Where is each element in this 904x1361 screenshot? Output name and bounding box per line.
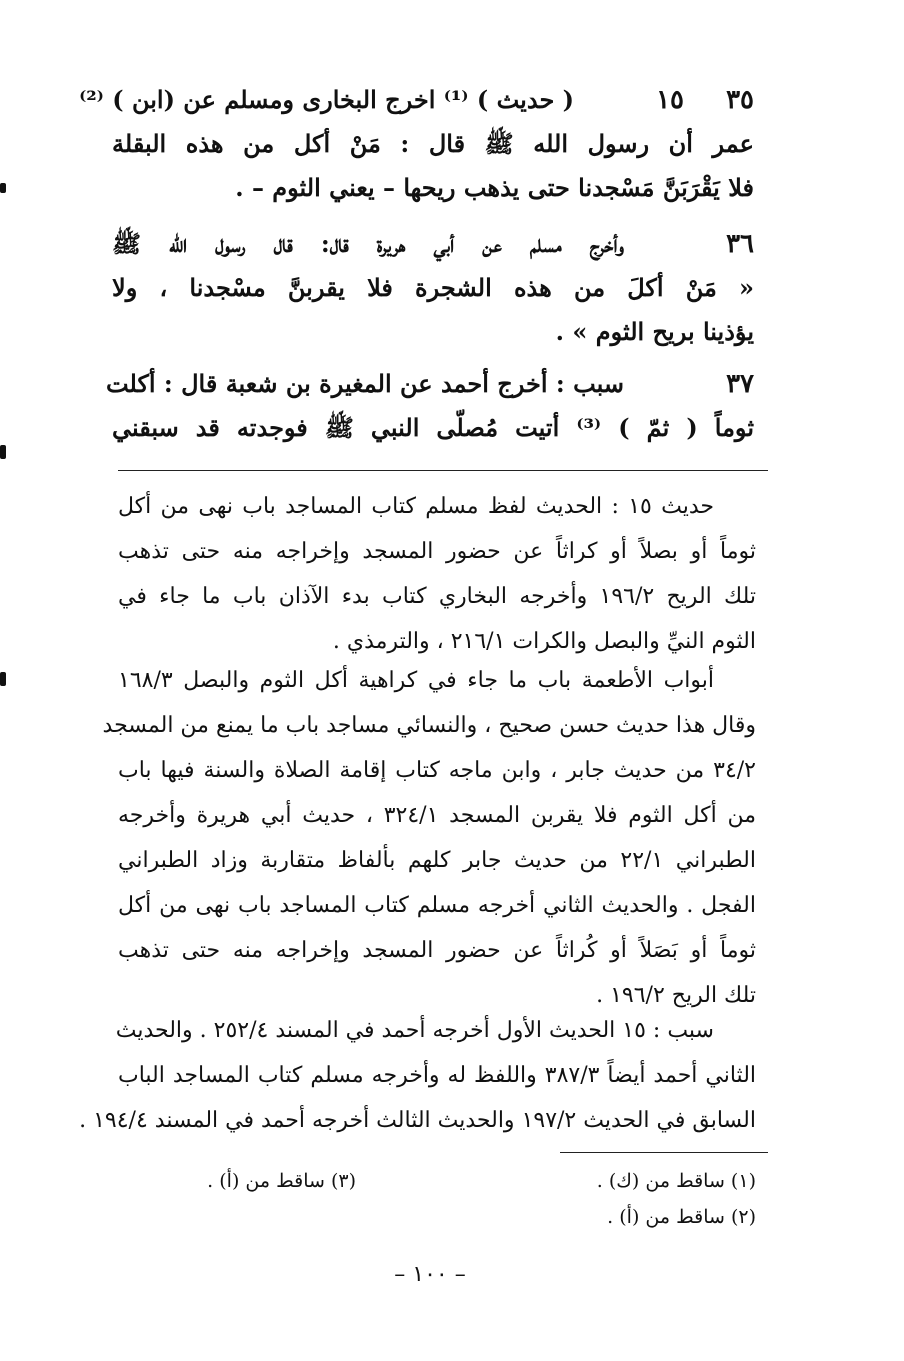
entry-line: عمر أن رسول الله ﷺ قال : مَنْ أكل من هذه البقلة [112, 129, 754, 158]
note-line: من أكل الثوم فلا يقربن المسجد ٣٢٤/١ ، حديث أبي هريرة وأخرجه [118, 803, 756, 828]
entry-line: وأخرج مسلم عن أبي هريرة قال: قال رسول الله ﷺ [112, 229, 624, 258]
note-line: السابق في الحديث ١٩٧/٢ والحديث الثالث أخرجه أحمد في المسند ١٩٤/٤ . [79, 1108, 756, 1133]
note-aboab [102, 658, 756, 1018]
note-line: أبواب الأطعمة باب ما جاء في كراهية أكل الثوم والبصل ١٦٨/٣ [118, 668, 714, 693]
footnote-1: (١) ساقط من (ك) . [596, 1170, 756, 1192]
note-line: سبب : ١٥ الحديث الأول أخرجه أحمد في المسند ٢٥٢/٤ . والحديث [115, 1018, 714, 1043]
entry-line: « مَنْ أكلَ من هذه الشجرة فلا يقربنَّ مسْجدنا ، ولا [112, 273, 754, 302]
entry-line: ( حديث ) ⁽¹⁾ اخرج البخارى ومسلم عن (ابن ) ⁽²⁾ [79, 85, 574, 114]
entry-text [79, 78, 754, 210]
scan-margin-mark [0, 672, 6, 686]
note-line: الثاني أحمد أيضاً ٣٨٧/٣ واللفظ له وأخرجه مسلم كتاب المساجد الباب [118, 1063, 757, 1088]
note-line: ٣٤/٢ من حديث جابر ، وابن ماجه كتاب إقامة الصلاة والسنة فيها باب [118, 758, 756, 783]
entry-sub-number: ١٥ [656, 85, 684, 115]
entry-line: فلا يَقْرَبَنَّ مَسْجدنا حتى يذهب ريحها – يعني الثوم – . [235, 173, 754, 202]
footnote-3: (٣) ساقط من (أ) . [207, 1170, 356, 1192]
note-line: حديث ١٥ : الحديث لفظ مسلم كتاب المساجد باب نهى من أكل [118, 494, 714, 519]
entry-text [105, 362, 755, 450]
note-line: الثوم النيِّ والبصل والكرات ٢١٦/١ ، والترمذي . [332, 629, 756, 654]
note-sabab-15 [79, 1008, 757, 1143]
scan-margin-mark [0, 183, 6, 193]
entry-number: ٣٦ [726, 229, 754, 259]
note-line: الطبراني ٢٢/١ من حديث جابر كلهم بألفاظ متقاربة وزاد الطبراني [118, 848, 756, 873]
entry-line: ثوماً ( ثمّ ) ⁽³⁾ أتيت مُصلّى النبي ﷺ فوجدته قد سبقني [112, 413, 755, 442]
entry-35 [79, 78, 754, 210]
section-divider [118, 470, 768, 471]
footnote-divider [560, 1152, 768, 1153]
entry-number: ٣٧ [726, 369, 754, 399]
note-hadith-15 [118, 484, 756, 664]
note-line: ثوماً أو بَصَلاً أو كُراثاً عن حضور المسجد وإخراجه منه حتى تذهب [118, 938, 756, 963]
page-number: – ١٠٠ – [394, 1262, 466, 1287]
entry-line: يؤذينا بريح الثوم » . [555, 317, 754, 346]
entry-line: سبب : أخرج أحمد عن المغيرة بن شعبة قال : أكلت [105, 369, 624, 398]
note-line: وقال هذا حديث حسن صحيح ، والنسائي مساجد باب ما يمنع من المسجد [102, 713, 756, 738]
footnote-2: (٢) ساقط من (أ) . [607, 1206, 756, 1228]
entry-text [112, 222, 754, 354]
note-line: تلك الريح ١٩٦/٢ وأخرجه البخاري كتاب بدء الآذان باب ما جاء في [118, 584, 756, 609]
note-line: الفجل . والحديث الثاني أخرجه مسلم كتاب المساجد باب نهى من أكل [118, 893, 756, 918]
entry-number: ٣٥ [726, 85, 754, 115]
scan-margin-mark [0, 445, 6, 459]
entry-37 [105, 362, 755, 450]
note-line: تلك الريح ١٩٦/٢ . [596, 983, 756, 1008]
entry-36 [112, 222, 754, 354]
note-line: ثوماً أو بصلاً أو كراثاً عن حضور المسجد وإخراجه منه حتى تذهب [118, 539, 756, 564]
